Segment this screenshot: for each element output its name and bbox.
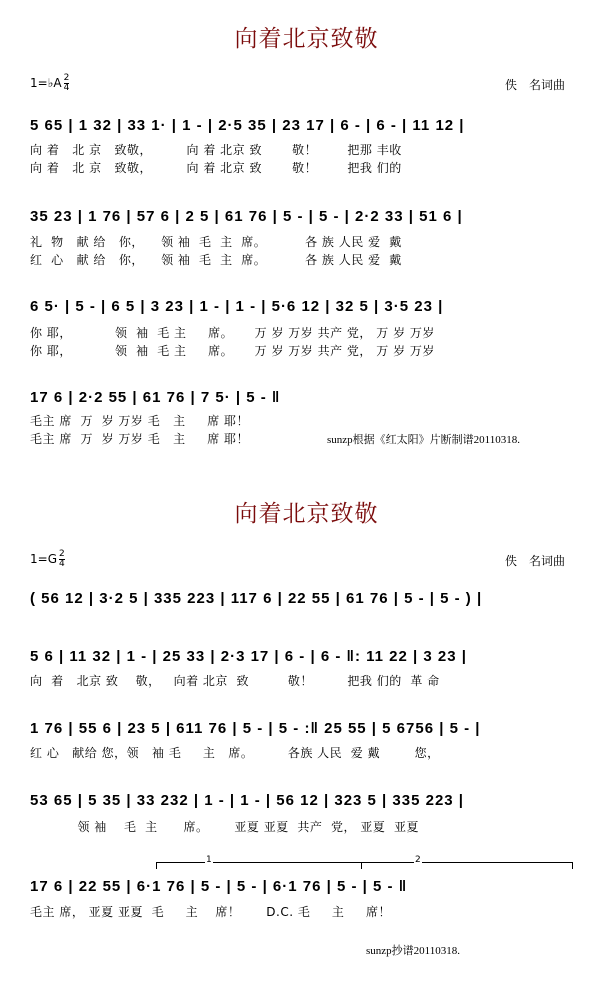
key-label: 1=G [30, 552, 57, 566]
composer-credit: 佚 名词曲 [504, 554, 565, 568]
notation-line: 17 6 | 22 55 | 6·1 76 | 5 - | 5 - | 6·1 76 | 5 - | 5 - ‖ [30, 878, 408, 895]
notation-line: 1 76 | 55 6 | 23 5 | 611 76 | 5 - | 5 - :‖ 25 55 | 5 6756 | 5 - | [30, 720, 481, 737]
lyric-line: 毛主 席 万 岁 万岁 毛 主 席 耶！ [30, 432, 250, 446]
notation-line: 35 23 | 1 76 | 57 6 | 2 5 | 61 76 | 5 - | 5 - | 2·2 33 | 51 6 | [30, 208, 463, 225]
lyric-line: 礼 物 献 给 你， 领 袖 毛 主 席。 各 族 人民 爱 戴 [30, 235, 402, 249]
lyric-line: 红 心 献给 您，领 袖 毛 主 席。 各族 人民 爱 戴 您， [30, 746, 440, 760]
transcription-credit: sunzp抄谱20110318. [366, 945, 461, 957]
notation-line: 5 65 | 1 32 | 33 1· | 1 - | 2·5 35 | 23 17 | 6 - | 6 - | 11 12 | [30, 117, 465, 134]
lyric-line: 向 着 北 京 致敬， 向 着 北京 致 敬！ 把那 丰收 [30, 143, 402, 157]
time-num: 2 [63, 73, 70, 83]
score-title: 向着北京致敬 [234, 26, 379, 52]
lyric-line: 向 着 北京 致 敬， 向着 北京 致 敬！ 把我 们的 革 命 [30, 674, 440, 688]
lyric-line: 你 耶， 领 袖 毛 主 席。 万 岁 万岁 共产 党， 万 岁 万岁 [30, 326, 435, 340]
notation-line: 53 65 | 5 35 | 33 232 | 1 - | 1 - | 56 12 | 323 5 | 335 223 | [30, 792, 465, 809]
notation-line: 6 5· | 5 - | 6 5 | 3 23 | 1 - | 1 - | 5·6 12 | 32 5 | 3·5 23 | [30, 298, 444, 315]
lyric-line: 红 心 献 给 你， 领 袖 毛 主 席。 各 族 人民 爱 戴 [30, 253, 402, 267]
notation-line: ( 56 12 | 3·2 5 | 335 223 | 117 6 | 22 55 | 61 76 | 5 - | 5 - ) | [30, 590, 483, 607]
second-ending-bracket [361, 855, 573, 869]
first-ending-bracket [156, 855, 361, 869]
time-num: 2 [59, 549, 65, 559]
lyric-line: 你 耶， 领 袖 毛 主 席。 万 岁 万岁 共产 党， 万 岁 万岁 [30, 344, 435, 358]
key-signature [30, 550, 65, 569]
time-den: 4 [59, 559, 65, 569]
ending-label: 2 [415, 855, 421, 865]
lyric-line: 领 袖 毛 主 席。 亚夏 亚夏 共产 党， 亚夏 亚夏 [30, 820, 419, 834]
ending-label: 1 [206, 855, 212, 865]
time-signature [59, 550, 65, 569]
key-signature [30, 74, 69, 93]
lyric-line: 毛主 席 万 岁 万岁 毛 主 席 耶！ [30, 414, 250, 428]
notation-line: 5 6 | 11 32 | 1 - | 25 33 | 2·3 17 | 6 - | 6 - ‖: 11 22 | 3 23 | [30, 648, 467, 665]
time-den: 4 [63, 83, 70, 93]
lyric-line: 向 着 北 京 致敬， 向 着 北京 致 敬！ 把我 们的 [30, 161, 402, 175]
lyric-line: 毛主 席， 亚夏 亚夏 毛 主 席！ D.C. 毛 主 席！ [30, 905, 391, 919]
composer-credit: 佚 名词曲 [504, 78, 565, 92]
key-label: 1=♭A [30, 76, 62, 90]
notation-line: 17 6 | 2·2 55 | 61 76 | 7 5· | 5 - ‖ [30, 389, 281, 406]
transcription-credit: sunzp根据《红太阳》片断制谱20110318. [327, 434, 521, 446]
time-signature [64, 74, 70, 93]
score-title: 向着北京致敬 [234, 501, 379, 527]
